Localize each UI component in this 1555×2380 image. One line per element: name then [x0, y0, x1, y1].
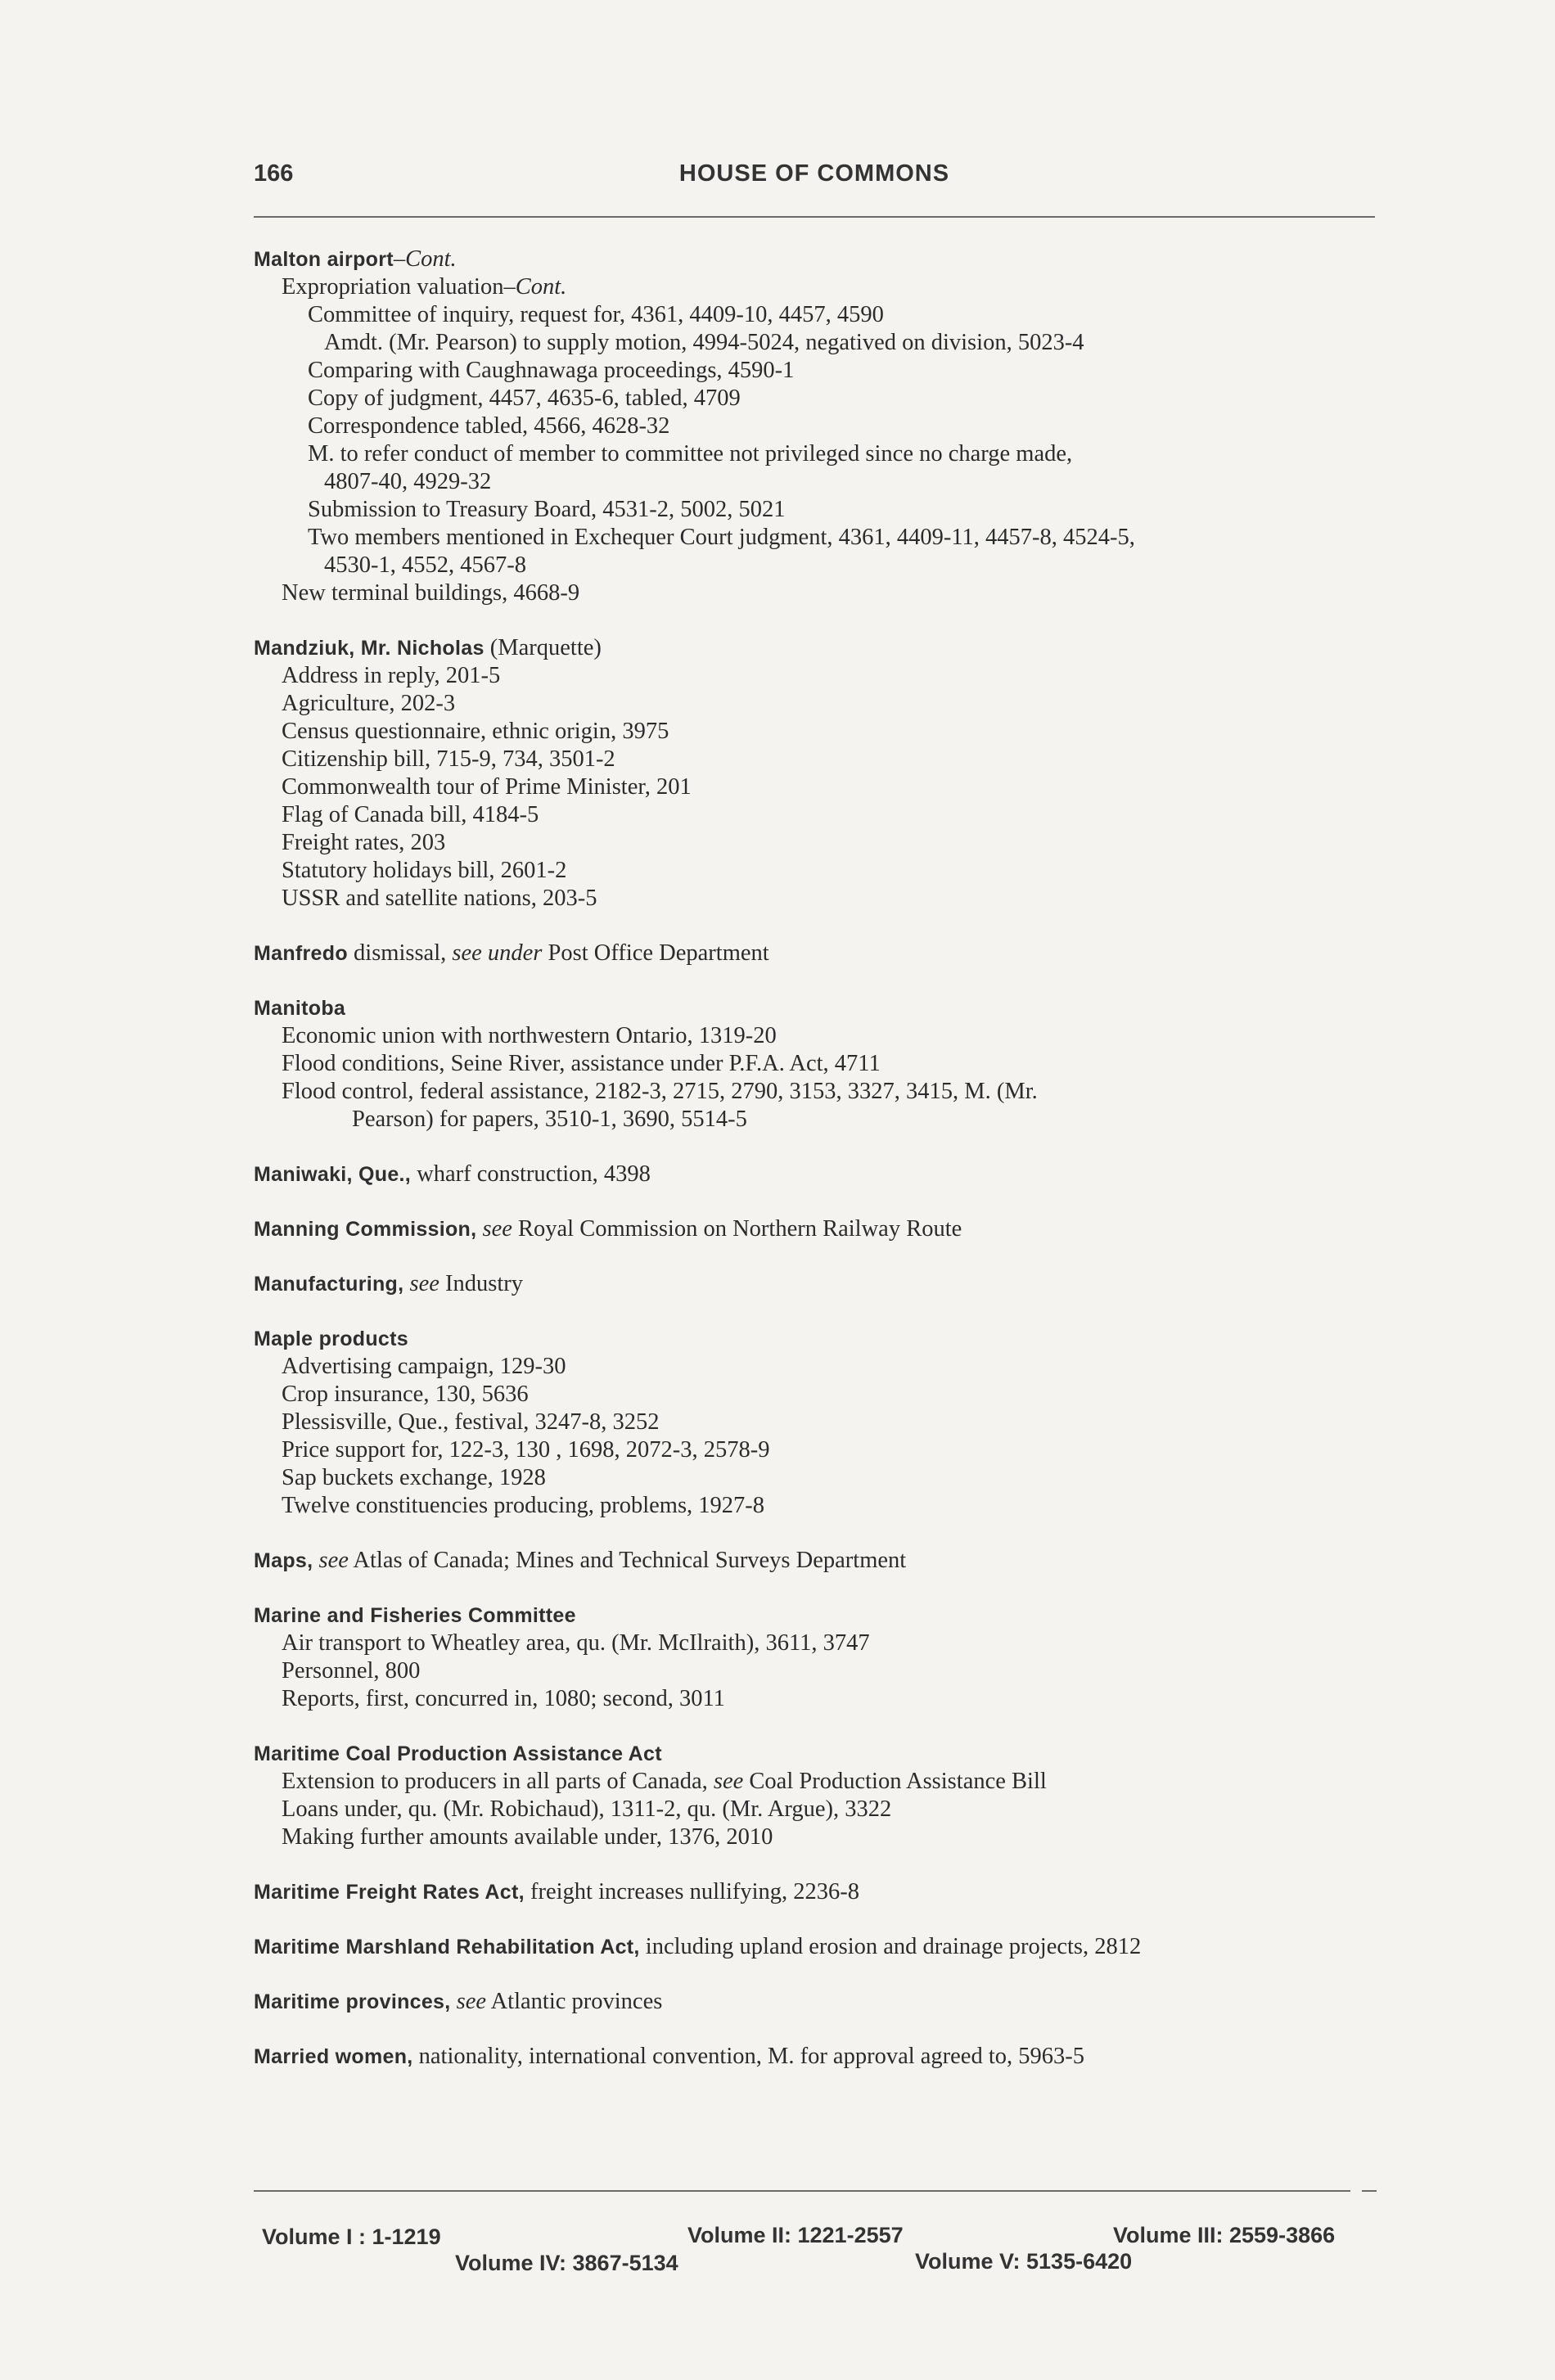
- subentry-text: Price support for, 122-3, 130 , 1698, 2072-3, 2578-9: [282, 1437, 770, 1463]
- entry-heading-line: [254, 994, 1375, 1022]
- footer-volume-5: Volume V: 5135-6420: [915, 2249, 1133, 2274]
- subentry-line: [254, 440, 1375, 468]
- entry-text: freight increases nullifying, 2236-8: [524, 1879, 860, 1904]
- index-entry: [254, 1547, 1375, 1575]
- entry-heading: Maniwaki, Que.,: [254, 1163, 412, 1186]
- index-entry: [254, 2043, 1375, 2071]
- subentry-text: Expropriation valuation: [282, 274, 504, 300]
- subentry-line: [254, 746, 1375, 773]
- footer-rule-dash: [1362, 2190, 1377, 2192]
- subentry-text: Making further amounts available under, 1376, 2010: [282, 1824, 773, 1850]
- subentry-line: [254, 468, 1375, 496]
- entry-heading-line: [254, 1270, 1375, 1298]
- index-entry: [254, 1215, 1375, 1243]
- subentry-text: Commonwealth tour of Prime Minister, 201: [282, 774, 692, 800]
- entry-heading-line: [254, 1740, 1375, 1768]
- entry-heading-line: [254, 1547, 1375, 1575]
- subentry-text: Plessisville, Que., festival, 3247-8, 3252: [282, 1409, 660, 1435]
- subentry-text: Freight rates, 203: [282, 830, 446, 855]
- subentry-line: [254, 524, 1375, 552]
- subentry-line: [254, 496, 1375, 524]
- subentry-line: [254, 1823, 1375, 1851]
- subentry-line: [254, 1629, 1375, 1657]
- footer-volume-1: Volume I : 1-1219: [262, 2224, 441, 2249]
- entry-text: dismissal,: [347, 940, 453, 966]
- entry-heading-line: [254, 1161, 1375, 1188]
- index-entry: [254, 1740, 1375, 1851]
- subentry-cross-reference: Coal Production Assistance Bill: [743, 1769, 1047, 1794]
- entry-heading: Maple products: [254, 1327, 408, 1350]
- entry-cross-reference: Atlas of Canada; Mines and Technical Surveys Department: [348, 1548, 907, 1573]
- index-entry: [254, 994, 1375, 1134]
- subentry-line: [254, 662, 1375, 690]
- subentry-text: Committee of inquiry, request for, 4361, 4409-10, 4457, 4590: [308, 302, 884, 327]
- subentry-text: 4807-40, 4929-32: [324, 469, 492, 494]
- entry-cross-reference: Atlantic provinces: [486, 1989, 663, 2014]
- entry-cross-reference: Royal Commission on Northern Railway Route: [512, 1216, 962, 1242]
- entry-cross-reference: Post Office Department: [542, 940, 769, 966]
- subentry-text: Comparing with Caughnawaga proceedings, 4590-1: [308, 358, 795, 383]
- subentry-text: Two members mentioned in Exchequer Court judgment, 4361, 4409-11, 4457-8, 4524-5,: [308, 525, 1135, 550]
- entry-heading: Manufacturing,: [254, 1273, 404, 1296]
- index-entry: [254, 1325, 1375, 1520]
- entry-heading: Maritime Coal Production Assistance Act: [254, 1742, 662, 1765]
- subentry-text: Submission to Treasury Board, 4531-2, 5002, 5021: [308, 497, 786, 522]
- subentry-line: [254, 579, 1375, 607]
- subentry-text: USSR and satellite nations, 203-5: [282, 886, 597, 911]
- subentry-line: [254, 1078, 1375, 1106]
- entry-heading-line: [254, 1215, 1375, 1243]
- subentry-line: [254, 273, 1375, 301]
- see-reference: see: [713, 1769, 744, 1794]
- subentry-text: Twelve constituencies producing, problems, 1927-8: [282, 1493, 765, 1518]
- entry-heading: Maritime provinces,: [254, 1990, 451, 2013]
- subentry-text: Citizenship bill, 715-9, 734, 3501-2: [282, 746, 615, 772]
- subentry-suffix: –Cont.: [503, 274, 567, 300]
- subentry-line: [254, 1768, 1375, 1796]
- entry-heading-line: [254, 1325, 1375, 1353]
- subentry-text: Loans under, qu. (Mr. Robichaud), 1311-2, qu. (Mr. Argue), 3322: [282, 1796, 892, 1822]
- subentry-text: Air transport to Wheatley area, qu. (Mr. McIlraith), 3611, 3747: [282, 1630, 870, 1656]
- page-header: [254, 160, 1375, 196]
- subentry-line: [254, 885, 1375, 913]
- entry-heading: Malton airport: [254, 248, 394, 271]
- footer-rule: [254, 2190, 1350, 2192]
- subentry-line: [254, 1381, 1375, 1409]
- entry-text: including upland erosion and drainage projects, 2812: [639, 1934, 1142, 1959]
- subentry-line: [254, 718, 1375, 746]
- subentry-line: [254, 1464, 1375, 1492]
- subentry-line: [254, 690, 1375, 718]
- header-rule: [254, 216, 1375, 218]
- entry-heading-line: [254, 634, 1375, 662]
- subentry-text: Agriculture, 202-3: [282, 691, 456, 716]
- subentry-text: New terminal buildings, 4668-9: [282, 580, 580, 606]
- subentry-text: Flood conditions, Seine River, assistance under P.F.A. Act, 4711: [282, 1051, 881, 1076]
- entry-heading-line: [254, 1933, 1375, 1961]
- entry-text: wharf construction, 4398: [411, 1161, 651, 1187]
- entry-cross-reference: Industry: [439, 1271, 524, 1296]
- index-entry: [254, 1988, 1375, 2016]
- subentry-text: Statutory holidays bill, 2601-2: [282, 858, 567, 883]
- entry-heading: Maps,: [254, 1549, 313, 1572]
- subentry-line: [254, 1657, 1375, 1685]
- index-entry: [254, 634, 1375, 913]
- entry-heading: Manfredo: [254, 942, 348, 965]
- subentry-text: Reports, first, concurred in, 1080; second, 3011: [282, 1686, 725, 1711]
- subentry-line: [254, 801, 1375, 829]
- subentry-line: [254, 1050, 1375, 1078]
- subentry-line: [254, 357, 1375, 385]
- subentry-text: Extension to producers in all parts of Canada,: [282, 1769, 714, 1794]
- page-title: HOUSE OF COMMONS: [678, 160, 950, 187]
- index-entry: [254, 940, 1375, 967]
- subentry-text: Copy of judgment, 4457, 4635-6, tabled, 4709: [308, 385, 741, 411]
- index-entry: [254, 246, 1375, 607]
- subentry-line: [254, 1436, 1375, 1464]
- entry-text: (Marquette): [484, 635, 602, 660]
- subentry-line: [254, 829, 1375, 857]
- subentry-line: [254, 1353, 1375, 1381]
- index-entry: [254, 1933, 1375, 1961]
- subentry-text: Advertising campaign, 129-30: [282, 1354, 566, 1379]
- see-reference: see: [456, 1989, 487, 2014]
- index-entry: [254, 1270, 1375, 1298]
- index-entry: [254, 1161, 1375, 1188]
- subentry-line: [254, 1685, 1375, 1713]
- footer-volume-2: Volume II: 1221-2557: [687, 2223, 904, 2247]
- footer-volume-4: Volume IV: 3867-5134: [455, 2251, 678, 2275]
- entry-text: [403, 1271, 409, 1296]
- entry-text: [476, 1216, 482, 1242]
- subentry-text: Flood control, federal assistance, 2182-3, 2715, 2790, 3153, 3327, 3415, M. (Mr.: [282, 1079, 1038, 1104]
- entry-heading-line: [254, 246, 1375, 273]
- subentry-line: [254, 1022, 1375, 1050]
- entry-heading: Maritime Freight Rates Act,: [254, 1881, 525, 1904]
- entry-heading-line: [254, 1988, 1375, 2016]
- subentry-text: Amdt. (Mr. Pearson) to supply motion, 4994-5024, negatived on division, 5023-4: [324, 330, 1084, 355]
- entry-heading-line: [254, 1602, 1375, 1629]
- subentry-line: [254, 552, 1375, 579]
- entry-heading: Marine and Fisheries Committee: [254, 1604, 576, 1627]
- subentry-line: [254, 1409, 1375, 1436]
- entry-heading: Manning Commission,: [254, 1218, 477, 1241]
- entry-heading: Mandziuk, Mr. Nicholas: [254, 637, 485, 660]
- subentry-text: Personnel, 800: [282, 1658, 421, 1684]
- subentry-text: Address in reply, 201-5: [282, 663, 501, 688]
- subentry-text: Pearson) for papers, 3510-1, 3690, 5514-5: [352, 1107, 747, 1132]
- see-reference: see: [318, 1548, 349, 1573]
- entry-heading-suffix: –Cont.: [393, 246, 457, 272]
- entry-text: [451, 1989, 457, 2014]
- see-reference: see: [482, 1216, 512, 1242]
- subentry-line: [254, 1106, 1375, 1134]
- page-number: 166: [254, 160, 294, 187]
- subentry-line: [254, 857, 1375, 885]
- subentry-line: [254, 1492, 1375, 1520]
- subentry-text: Flag of Canada bill, 4184-5: [282, 802, 539, 827]
- see-reference: see: [409, 1271, 439, 1296]
- entry-heading: Manitoba: [254, 997, 346, 1020]
- subentry-text: M. to refer conduct of member to committee not privileged since no charge made,: [308, 441, 1073, 467]
- subentry-line: [254, 412, 1375, 440]
- index-entry: [254, 1602, 1375, 1713]
- subentry-text: Sap buckets exchange, 1928: [282, 1465, 546, 1490]
- footer-volume-3: Volume III: 2559-3866: [1113, 2223, 1336, 2247]
- subentry-text: Correspondence tabled, 4566, 4628-32: [308, 413, 670, 439]
- subentry-text: 4530-1, 4552, 4567-8: [324, 552, 526, 578]
- index-entry: [254, 1878, 1375, 1906]
- subentry-line: [254, 1796, 1375, 1823]
- see-reference: see under: [452, 940, 543, 966]
- subentry-text: Census questionnaire, ethnic origin, 3975: [282, 719, 669, 744]
- subentry-line: [254, 773, 1375, 801]
- subentry-line: [254, 329, 1375, 357]
- index-content: [254, 246, 1375, 2098]
- entry-text: nationality, international convention, M. for approval agreed to, 5963-5: [412, 2044, 1084, 2069]
- subentry-line: [254, 385, 1375, 412]
- subentry-line: [254, 301, 1375, 329]
- subentry-text: Economic union with northwestern Ontario, 1319-20: [282, 1023, 777, 1048]
- entry-heading: Maritime Marshland Rehabilitation Act,: [254, 1936, 640, 1959]
- entry-heading: Married women,: [254, 2045, 413, 2068]
- entry-heading-line: [254, 2043, 1375, 2071]
- entry-heading-line: [254, 1878, 1375, 1906]
- subentry-text: Crop insurance, 130, 5636: [282, 1382, 529, 1407]
- entry-heading-line: [254, 940, 1375, 967]
